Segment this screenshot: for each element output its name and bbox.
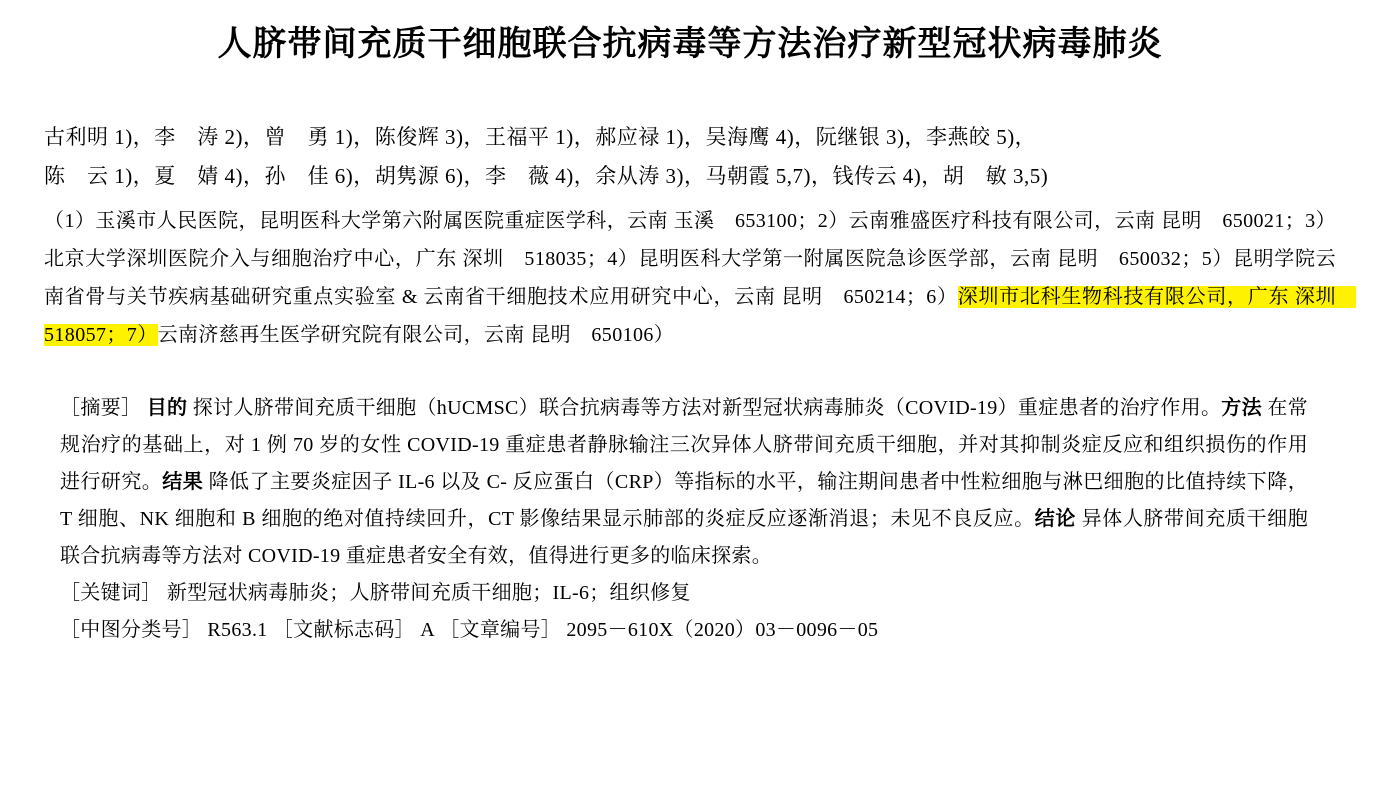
keywords-label: ［关键词］ [60, 581, 162, 604]
methods-label: 方法 [1221, 396, 1262, 419]
paper-page [0, 22, 1380, 808]
objective-label: 目的 [146, 396, 188, 419]
classification-line [60, 612, 1308, 649]
keywords-line [60, 575, 1308, 612]
affiliations-highlighted: 深圳市北科生物科技有限公司，广东 深圳 518057；7） [44, 285, 1357, 346]
article-id-value: 2095－610X（2020）03－0096－05 [566, 618, 879, 641]
conclusion-text: 异体人脐带间充质干细胞联合抗病毒等方法对 COVID-19 重症患者安全有效，值得进行更多的临床探索。 [60, 507, 1308, 567]
article-id-label: ［文章编号］ [439, 618, 562, 641]
objective-text: 探讨人脐带间充质干细胞（hUCMSC）联合抗病毒等方法对新型冠状病毒肺炎（COVID-19）重症患者的治疗作用。 [192, 396, 1222, 419]
keywords-text: 新型冠状病毒肺炎；人脐带间充质干细胞；IL-6；组织修复 [166, 581, 691, 604]
author-list [44, 118, 1336, 196]
doc-code-value: A [420, 618, 434, 641]
clc-label: ［中图分类号］ [60, 618, 203, 641]
methods-text: 在常规治疗的基础上，对 1 例 70 岁的女性 COVID-19 重症患者静脉输注三次异体人脐带间充质干细胞，并对其抑制炎症反应和组织损伤的作用进行研究。 [60, 396, 1308, 493]
abstract-section [60, 390, 1308, 649]
conclusion-label: 结论 [1034, 507, 1076, 530]
abstract-body [60, 390, 1308, 575]
page-title: 人脐带间充质干细胞联合抗病毒等方法治疗新型冠状病毒肺炎 [217, 24, 1163, 64]
results-text: 降低了主要炎症因子 IL-6 以及 C- 反应蛋白（CRP）等指标的水平，输注期间患者中性粒细胞与淋巴细胞的比值持续下降，T 细胞、NK 细胞和 B 细胞的绝对值持续回升，CT 影像结果显示肺部的炎症反应逐渐消退；未见不良反应。 [60, 470, 1308, 530]
abstract-label: ［摘要］ [60, 396, 142, 419]
clc-value: R563.1 [207, 618, 268, 641]
results-label: 结果 [162, 470, 204, 493]
author-line-2: 陈 云 1)，夏 婧 4)，孙 佳 6)，胡隽源 6)，李 薇 4)，余从涛 3)，马朝霞 5,7)，钱传云 4)，胡 敏 3,5) [44, 164, 1049, 189]
affiliations-prefix: （1）玉溪市人民医院，昆明医科大学第六附属医院重症医学科，云南 玉溪 653100；2）云南雅盛医疗科技有限公司，云南 昆明 650021；3）北京大学深圳医院介入与细胞治疗中心，广东 深圳 518035；4）昆明医科大学第一附属医院急诊医学部，云南 昆明 650032；5）昆明学院云南省骨与关节疾病基础研究重点实验室 & 云南省干细胞技术应用研究中心，云南 昆明 650214；6） [44, 209, 1336, 308]
doc-code-label: ［文献标志码］ [272, 618, 415, 641]
author-line-1: 古利明 1)，李 涛 2)，曾 勇 1)，陈俊辉 3)，王福平 1)，郝应禄 1)，吴海鹰 4)，阮继银 3)，李燕皎 5)， [44, 125, 1037, 150]
affiliations-suffix: 云南济慈再生医学研究院有限公司，云南 昆明 650106） [157, 323, 675, 346]
affiliations [44, 202, 1357, 354]
